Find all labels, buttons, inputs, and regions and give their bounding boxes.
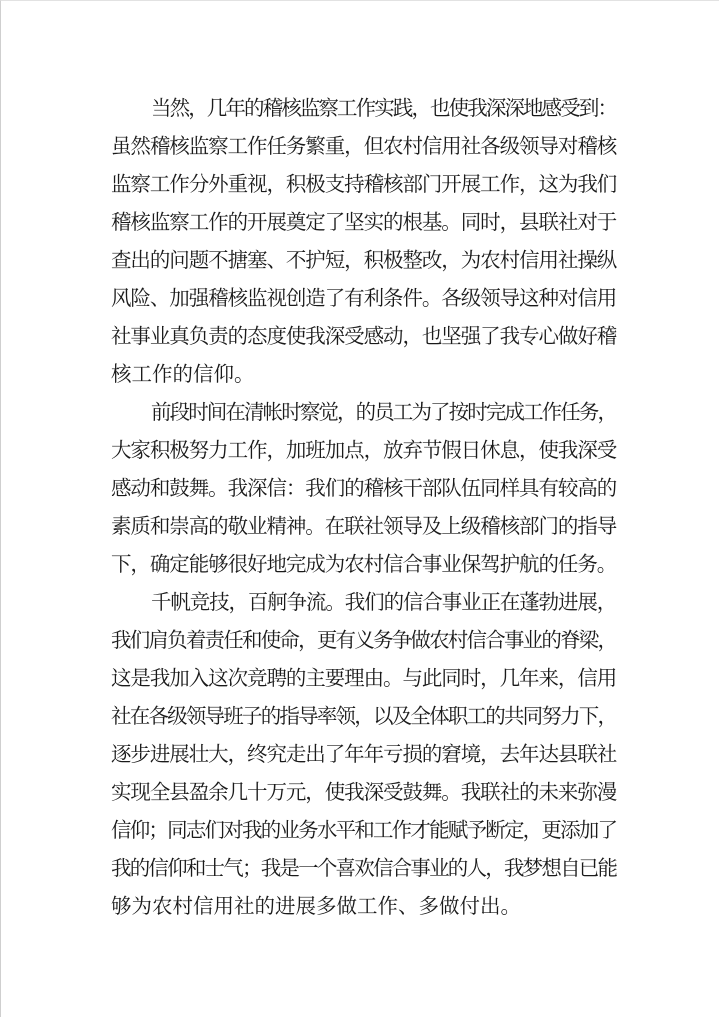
text-line: 千帆竞技，百舸争流。我们的信合事业正在蓬勃进展， [151, 590, 616, 614]
text-line: 逐步进展壮大，终究走出了年年亏损的窘境，去年达县联社 [111, 742, 616, 766]
text-line: 查出的问题不搪塞、不护短，积极整改，为农村信用社操纵 [111, 248, 616, 272]
text-line: 大家积极努力工作，加班加点，放弃节假日休息，使我深受 [111, 438, 616, 462]
text-line: 虽然稽核监察工作任务繁重，但农村信用社各级领导对稽核 [111, 134, 616, 158]
text-line: 社事业真负责的态度使我深受感动，也坚强了我专心做好稽 [111, 324, 616, 348]
text-line: 下，确定能够很好地完成为农村信合事业保驾护航的任务。 [111, 552, 616, 576]
text-line: 信仰；同志们对我的业务水平和工作才能赋予断定，更添加了 [111, 818, 616, 842]
text-line: 够为农村信用社的进展多做工作、多做付出。 [111, 894, 521, 918]
text-line: 稽核监察工作的开展奠定了坚实的根基。同时，县联社对于 [111, 210, 616, 234]
text-line: 社在各级领导班子的指导率领，以及全体职工的共同努力下， [111, 704, 616, 728]
text-line: 监察工作分外重视，积极支持稽核部门开展工作，这为我们 [111, 172, 616, 196]
document-body [111, 89, 616, 925]
text-line: 这是我加入这次竞聘的主要理由。与此同时，几年来，信用 [111, 666, 616, 690]
text-line: 我们肩负着责任和使命，更有义务争做农村信合事业的脊梁， [111, 628, 616, 652]
text-line: 素质和崇高的敬业精神。在联社领导及上级稽核部门的指导 [111, 514, 616, 538]
text-line: 实现全县盈余几十万元，使我深受鼓舞。我联社的未来弥漫 [111, 780, 616, 804]
text-line: 前段时间在清帐时察觉，的员工为了按时完成工作任务， [151, 400, 616, 424]
text-line: 风险、加强稽核监视创造了有利条件。各级领导这种对信用 [111, 286, 616, 310]
text-line: 感动和鼓舞。我深信：我们的稽核干部队伍同样具有较高的 [111, 476, 616, 500]
text-line: 当然，几年的稽核监察工作实践，也使我深深地感受到： [151, 96, 616, 120]
text-line: 我的信仰和士气；我是一个喜欢信合事业的人，我梦想自已能 [111, 856, 616, 880]
text-line: 核工作的信仰。 [111, 362, 255, 386]
